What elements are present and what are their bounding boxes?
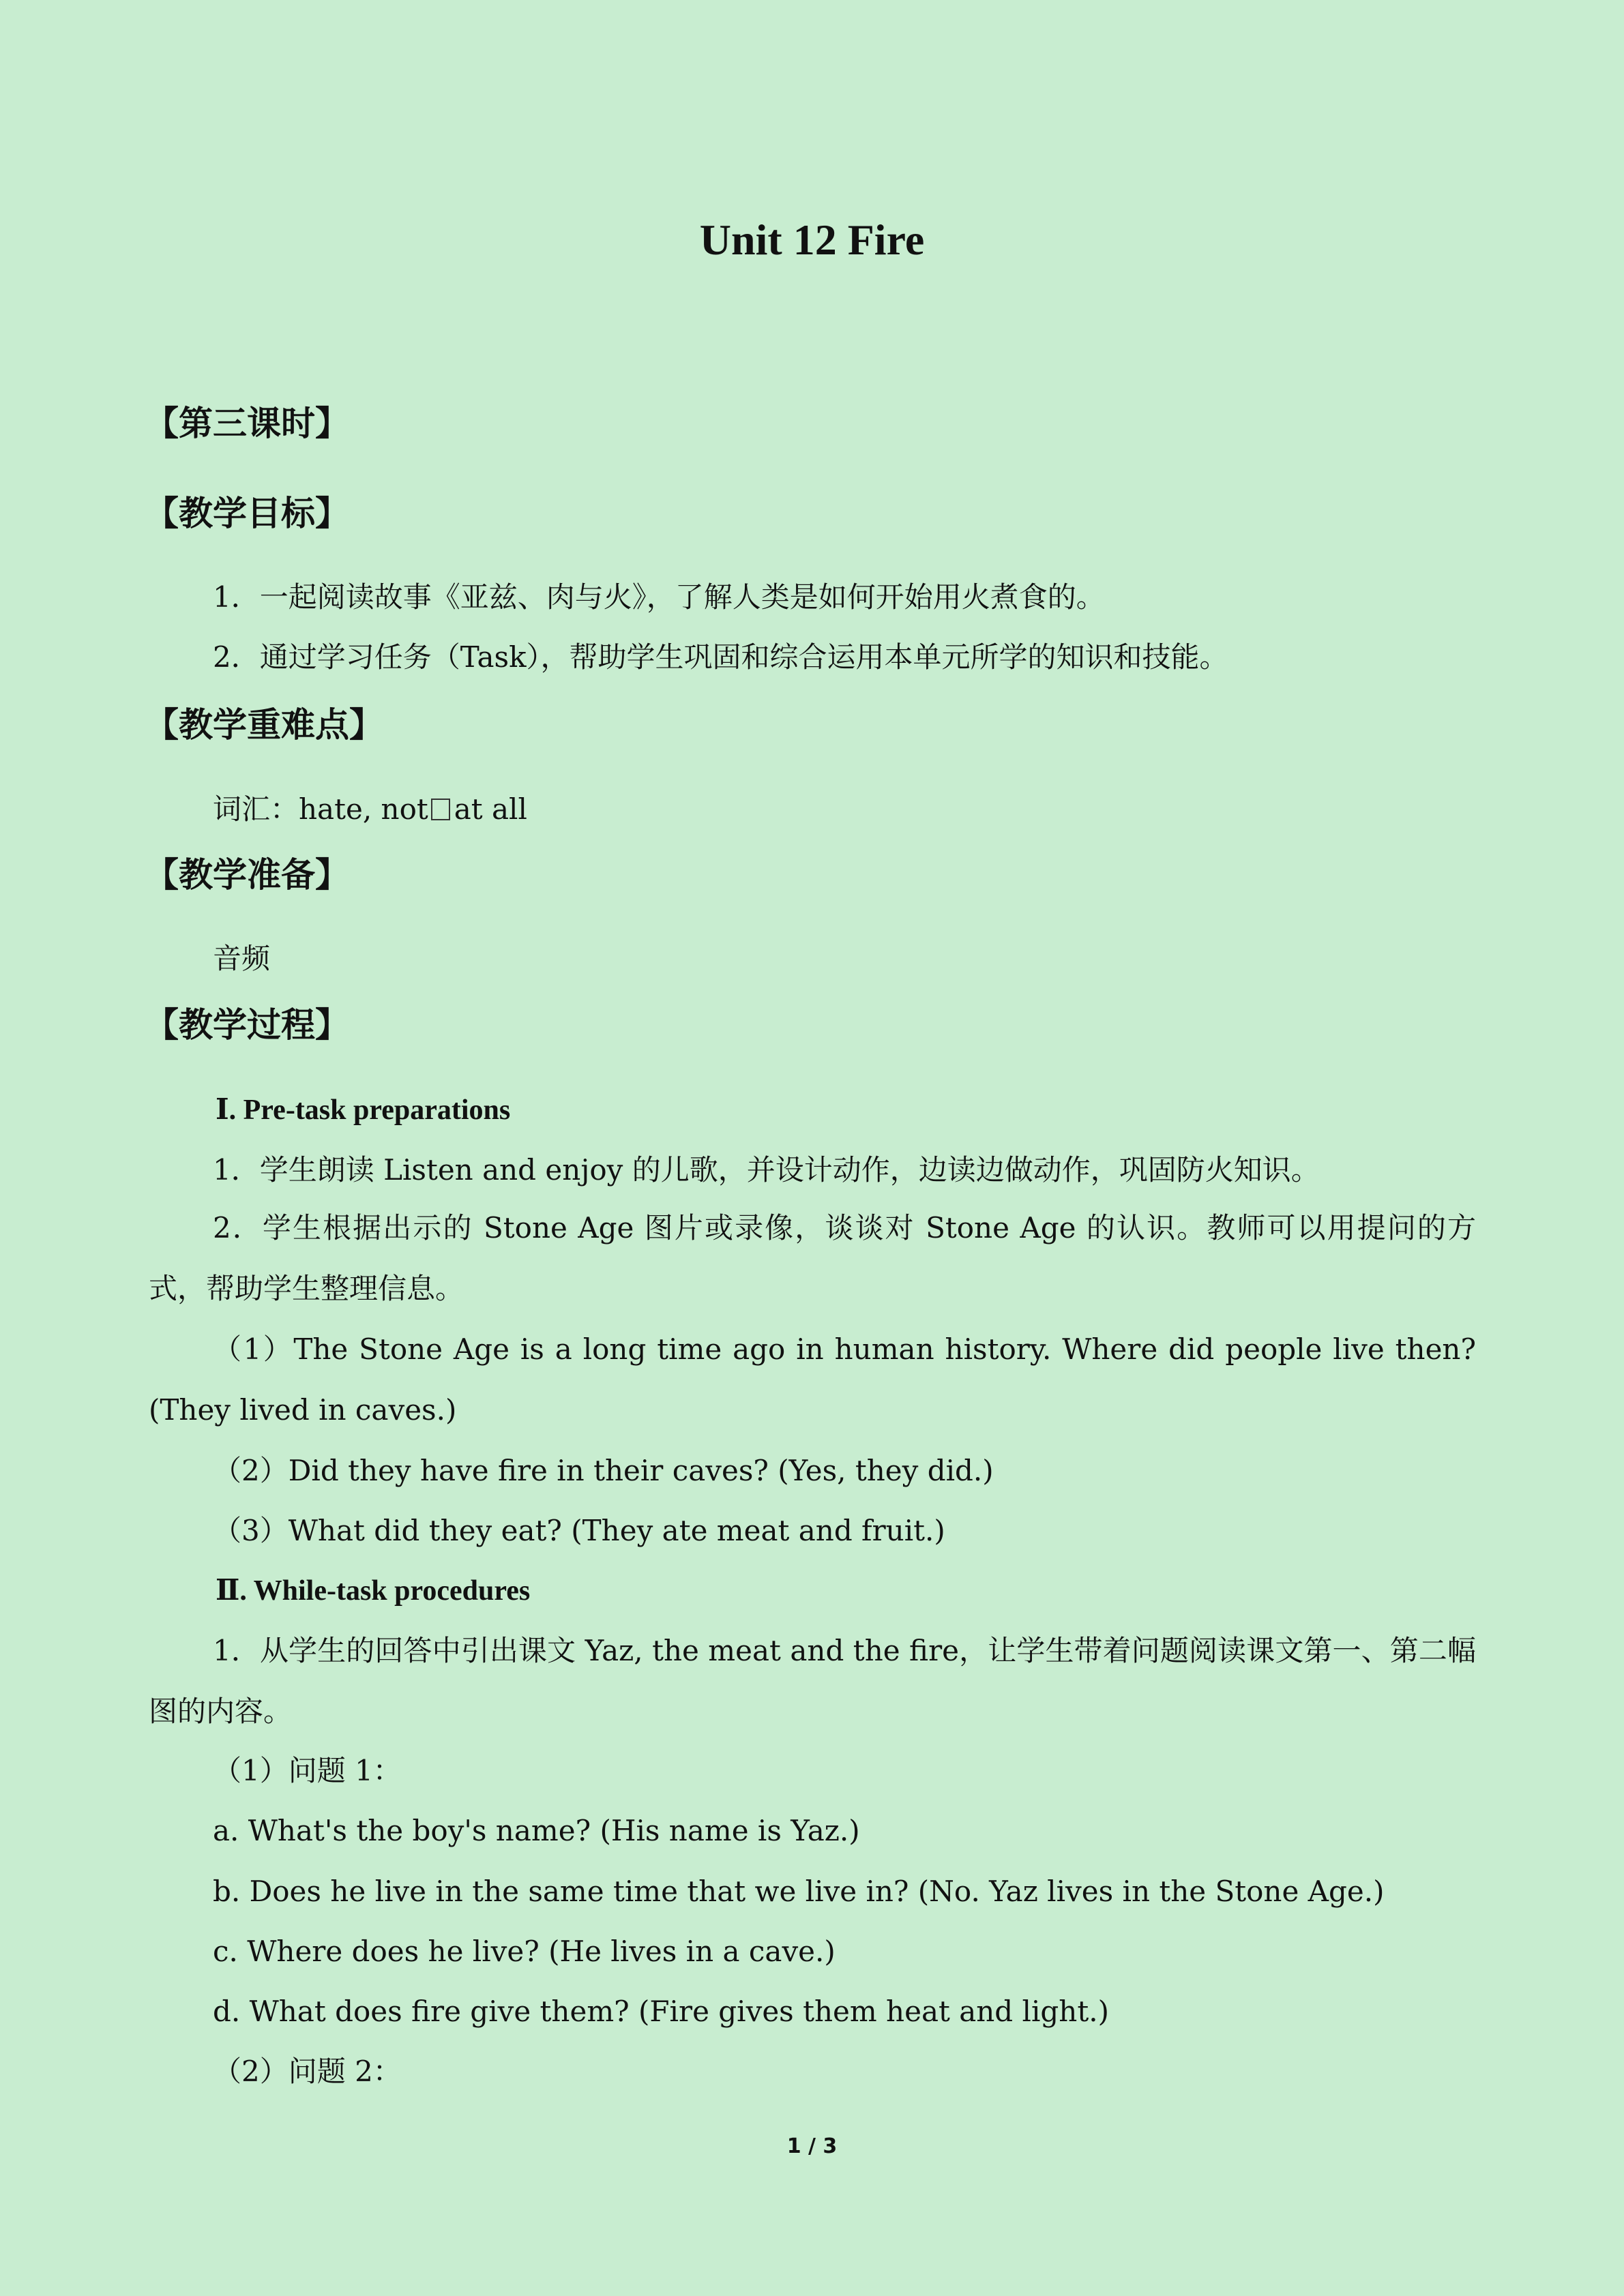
while-task-item: 1．从学生的回答中引出课文 Yaz, the meat and the fire，让学生带着问题阅读课文第一、第二幅图的内容。 <box>149 1634 1476 1728</box>
while-task-heading: Ⅱ. While-task procedures <box>216 1575 531 1607</box>
key-points-suffix: at all <box>454 792 527 826</box>
objective-item: 1．一起阅读故事《亚兹、肉与火》，了解人类是如何开始用火煮食的。 <box>213 580 1105 614</box>
pre-task-item: 1．学生朗读 Listen and enjoy 的儿歌，并设计动作，边读边做动作，巩固防火知识。 <box>213 1153 1320 1187</box>
pre-task-question: （2）Did they have fire in their caves? (Yes, they did.) <box>213 1454 994 1487</box>
preparation-text: 音频 <box>213 942 271 975</box>
process-heading: 【教学过程】 <box>145 1005 349 1045</box>
document-title: Unit 12 Fire <box>699 215 925 264</box>
key-points-heading: 【教学重难点】 <box>145 705 383 745</box>
key-points-prefix: 词汇：hate, not <box>213 792 428 826</box>
qa-item: c. Where does he live? (He lives in a cave.) <box>213 1935 836 1968</box>
lesson-heading: 【第三课时】 <box>145 404 349 443</box>
missing-glyph-box <box>431 799 450 820</box>
page-indicator: 1 / 3 <box>786 2134 838 2158</box>
qa-item: d. What does fire give them? (Fire gives them heat and light.) <box>213 1995 1109 2028</box>
preparation-heading: 【教学准备】 <box>145 855 349 895</box>
qa-item: a. What's the boy's name? (His name is Yaz.) <box>213 1814 860 1847</box>
objectives-heading: 【教学目标】 <box>145 494 349 533</box>
qa-item: b. Does he live in the same time that we live in? (No. Yaz lives in the Stone Age.) <box>213 1875 1385 1908</box>
key-points-text <box>213 789 527 830</box>
objective-item: 2．通过学习任务（Task），帮助学生巩固和综合运用本单元所学的知识和技能。 <box>213 640 1228 674</box>
pre-task-heading: Ⅰ. Pre-task preparations <box>216 1094 511 1126</box>
question-label: （1）问题 1： <box>213 1754 402 1787</box>
pre-task-item: 2．学生根据出示的 Stone Age 图片或录像，谈谈对 Stone Age 的认识。教师可以用提问的方式，帮助学生整理信息。 <box>149 1211 1476 1305</box>
question-label: （2）问题 2： <box>213 2055 402 2088</box>
pre-task-question: （3）What did they eat? (They ate meat and fruit.) <box>213 1514 945 1547</box>
pre-task-question: （1）The Stone Age is a long time ago in human history. Where did people live then? (They lived in caves.) <box>149 1332 1476 1427</box>
